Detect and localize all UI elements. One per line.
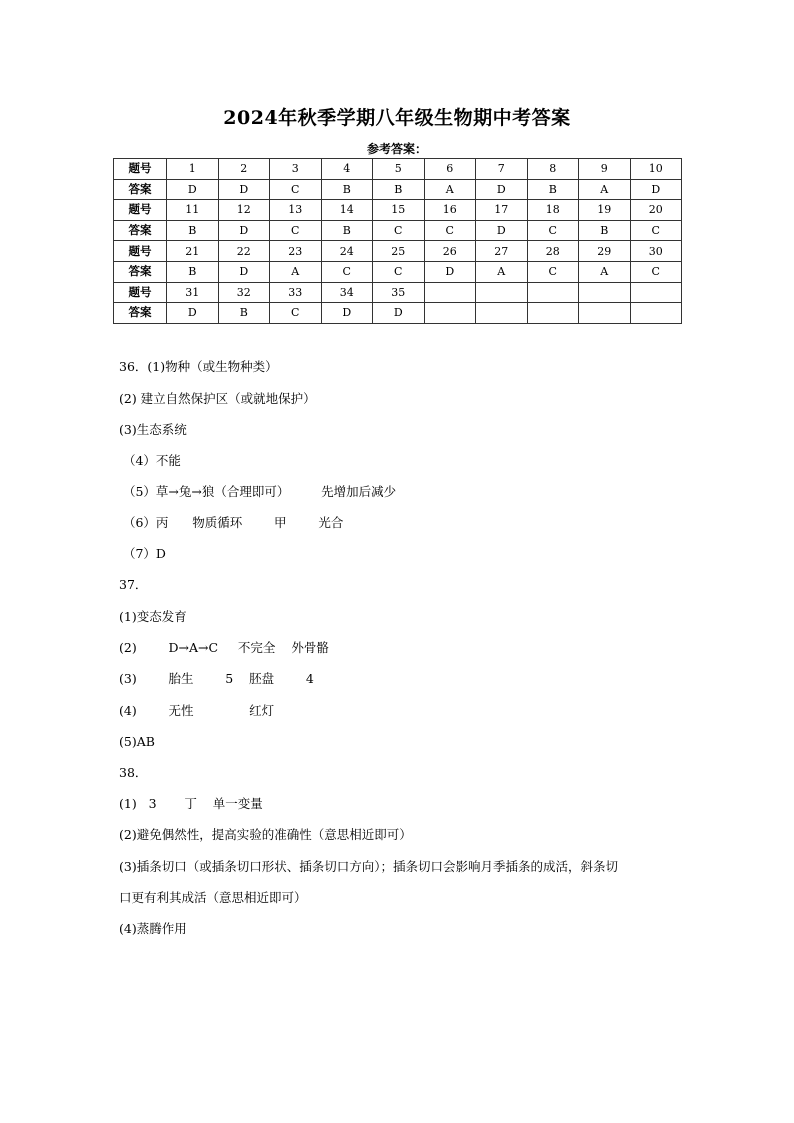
answer-cell: C (270, 220, 322, 241)
answer-line: (3) 胎生 5 胚盘 4 (119, 671, 314, 686)
answer-cell (579, 303, 631, 324)
question-number: 32 (218, 282, 270, 303)
answer-cell: D (321, 303, 373, 324)
question-number: 20 (630, 200, 682, 221)
question-number (630, 282, 682, 303)
question-number: 24 (321, 241, 373, 262)
table-row-answers (114, 303, 682, 324)
page-subtitle: 参考答案： (366, 142, 427, 156)
answer-line: （4）不能 (119, 453, 181, 468)
answer-cell: D (630, 179, 682, 200)
answer-line: （7）D (119, 546, 166, 561)
question-number: 9 (579, 159, 631, 180)
answer-cell: C (630, 220, 682, 241)
answer-cell: A (424, 179, 476, 200)
answer-cell: A (579, 261, 631, 282)
table-row-questions (114, 282, 682, 303)
question-number: 26 (424, 241, 476, 262)
question-number: 11 (167, 200, 219, 221)
question-number: 15 (373, 200, 425, 221)
answer-cell: B (167, 261, 219, 282)
row-label-answer: 答案 (114, 303, 167, 324)
answer-cell: C (321, 261, 373, 282)
answer-cell (630, 303, 682, 324)
answer-table (113, 158, 682, 324)
question-number: 16 (424, 200, 476, 221)
answer-line: (2)避免偶然性，提高实验的准确性（意思相近即可） (119, 827, 412, 842)
question-number: 21 (167, 241, 219, 262)
answer-cell: C (424, 220, 476, 241)
answer-cell: C (270, 179, 322, 200)
answer-cell: C (527, 261, 579, 282)
question-number: 3 (270, 159, 322, 180)
row-label-question: 题号 (114, 241, 167, 262)
answer-cell: A (476, 261, 528, 282)
answer-cell: D (476, 179, 528, 200)
table-row-questions (114, 241, 682, 262)
question-number: 6 (424, 159, 476, 180)
answer-line: (3)生态系统 (119, 422, 187, 437)
answer-cell: C (373, 220, 425, 241)
table-row-questions (114, 159, 682, 180)
answer-cell: D (373, 303, 425, 324)
answer-cell: B (218, 303, 270, 324)
question-number: 10 (630, 159, 682, 180)
answer-cell: C (527, 220, 579, 241)
question-number: 12 (218, 200, 270, 221)
question-number: 18 (527, 200, 579, 221)
question-number (476, 282, 528, 303)
table-row-questions (114, 200, 682, 221)
question-number (579, 282, 631, 303)
answer-cell: C (270, 303, 322, 324)
answer-cell: D (218, 220, 270, 241)
answer-line: 36．(1)物种（或生物种类） (119, 359, 278, 374)
answer-cell: B (373, 179, 425, 200)
question-number (424, 282, 476, 303)
answer-cell: D (218, 179, 270, 200)
question-number (527, 282, 579, 303)
answer-cell: A (270, 261, 322, 282)
answer-cell: C (373, 261, 425, 282)
question-number: 5 (373, 159, 425, 180)
answer-cell: B (527, 179, 579, 200)
question-number: 25 (373, 241, 425, 262)
row-label-question: 题号 (114, 282, 167, 303)
row-label-question: 题号 (114, 159, 167, 180)
answer-line: (2) 建立自然保护区（或就地保护） (119, 391, 316, 406)
row-label-answer: 答案 (114, 179, 167, 200)
answer-line: (5)AB (119, 734, 155, 749)
row-label-question: 题号 (114, 200, 167, 221)
question-number: 17 (476, 200, 528, 221)
answer-cell: B (321, 179, 373, 200)
question-number: 31 (167, 282, 219, 303)
row-label-answer: 答案 (114, 261, 167, 282)
question-number: 8 (527, 159, 579, 180)
answer-line: 37． (119, 577, 148, 592)
question-number: 33 (270, 282, 322, 303)
table-row-answers (114, 220, 682, 241)
answer-line: (4) 无性 红灯 (119, 703, 275, 718)
question-number: 2 (218, 159, 270, 180)
answer-cell: B (321, 220, 373, 241)
question-number: 27 (476, 241, 528, 262)
answer-cell: D (167, 179, 219, 200)
answer-cell: D (167, 303, 219, 324)
question-number: 30 (630, 241, 682, 262)
answer-cell: B (167, 220, 219, 241)
answer-line: 38． (119, 765, 148, 780)
answer-line: (3)插条切口（或插条切口形状、插条切口方向）；插条切口会影响月季插条的成活，斜条切 (119, 859, 618, 874)
question-number: 13 (270, 200, 322, 221)
answer-cell (424, 303, 476, 324)
question-number: 14 (321, 200, 373, 221)
table-row-answers (114, 179, 682, 200)
question-number: 34 (321, 282, 373, 303)
question-number: 19 (579, 200, 631, 221)
answer-cell (527, 303, 579, 324)
answer-line: (1) 3 丁 单一变量 (119, 796, 263, 811)
question-number: 4 (321, 159, 373, 180)
table-row-answers (114, 261, 682, 282)
question-number: 1 (167, 159, 219, 180)
answer-cell: B (579, 220, 631, 241)
answer-line: (4)蒸腾作用 (119, 921, 187, 936)
answer-cell: D (476, 220, 528, 241)
answer-cell: A (579, 179, 631, 200)
question-number: 35 (373, 282, 425, 303)
answer-cell (476, 303, 528, 324)
answer-line: （6）丙 物质循环 甲 光合 (119, 515, 344, 530)
question-number: 28 (527, 241, 579, 262)
answer-line: (2) D→A→C 不完全 外骨骼 (119, 640, 329, 655)
question-number: 7 (476, 159, 528, 180)
answer-line: (1)变态发育 (119, 609, 187, 624)
answer-cell: D (218, 261, 270, 282)
question-number: 23 (270, 241, 322, 262)
page-title: 2024年秋季学期八年级生物期中考答案 (223, 107, 571, 129)
question-number: 22 (218, 241, 270, 262)
answer-cell: C (630, 261, 682, 282)
row-label-answer: 答案 (114, 220, 167, 241)
answer-line: （5）草→兔→狼（合理即可） 先增加后减少 (119, 484, 397, 499)
answer-line: 口更有利其成活（意思相近即可） (119, 890, 307, 905)
question-number: 29 (579, 241, 631, 262)
answer-cell: D (424, 261, 476, 282)
